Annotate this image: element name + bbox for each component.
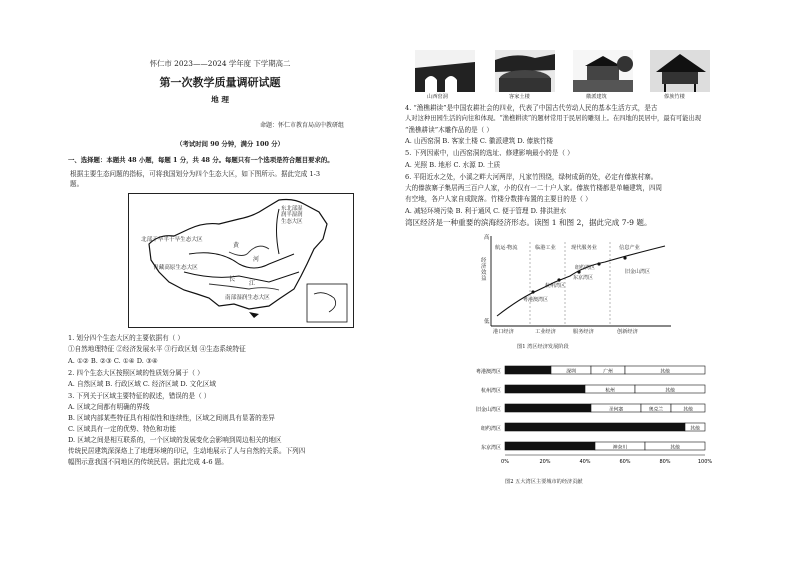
fig1-stage-label-4: 信息产业 <box>619 245 640 251</box>
fig2-tick-label: 100% <box>697 459 713 465</box>
fig1-point-hangzhou: 杭州湾区 <box>545 283 566 289</box>
q4-options: A. 山西窑洞 B. 客家土楼 C. 徽派建筑 D. 傣族竹楼 <box>405 137 554 145</box>
fig2-row-label: 东京湾区 <box>480 445 501 451</box>
region-label-northeast: 东北部湿润半湿润生态大区 <box>281 206 303 225</box>
section1-intro-1: 根据主要生态问题的指标，可将我国划分为四个生态大区，如下图所示。据此完成 1-3 <box>70 170 321 178</box>
school-line: 怀仁市 2023——2024 学年度 下学期高二 <box>149 59 291 68</box>
fig1-ylabel-high: 高 <box>484 235 490 241</box>
region-label-south: 南部湿润生态大区 <box>225 295 270 301</box>
q6-stem-3: 有空地，各户人家自成院落。竹楼分数排布置的主要目的是（ ） <box>405 195 592 203</box>
time-note: （考试时间 90 分钟，满分 100 分） <box>176 140 284 148</box>
q6-stem-2: 大的傣族寨子集居两三百户人家，小的仅有一二十户人家。傣族竹楼都是单幢建筑，四周 <box>405 184 663 192</box>
q3-option-b: B. 区域内部某些特征具有相似性和连续性，区域之间则具有显著的差异 <box>68 414 275 422</box>
fig2-row-label: 旧金山湾区 <box>475 407 501 413</box>
region-label-tibet: 青藏高原生态大区 <box>153 265 198 271</box>
fig2-bar-segment <box>505 442 595 450</box>
fig1-point-tokyo: 东京湾区 <box>573 275 594 281</box>
left-column <box>60 0 390 561</box>
right-column <box>405 0 740 561</box>
q2-stem: 2. 四个生态大区按照区域的性质划分属于（ ） <box>68 369 204 377</box>
river-char-4: 江 <box>249 280 256 287</box>
fig2-bay-contribution-chart <box>445 362 725 480</box>
section1-heading: 一、选择题：本题共 48 小题，每题 1 分，共 48 分。每题只有一个选项是符合题目要求的。 <box>68 156 334 164</box>
china-ecology-map <box>128 193 354 328</box>
fig1-stage-4: 创新经济 <box>617 329 638 335</box>
fig1-point-newyork: 纽约湾区 <box>575 265 596 271</box>
region-label-north: 北部干旱半干旱生态大区 <box>141 237 203 243</box>
fig2-svg <box>445 362 725 474</box>
fig1-ylabel: 经济效益 <box>481 258 487 282</box>
fig2-segment-label: 其他 <box>660 369 670 375</box>
material-intro-2: 幅图示意我国不同地区的传统民居。据此完成 4-6 题。 <box>68 458 228 466</box>
fig1-bay-stage-chart <box>475 232 675 342</box>
q3-option-c: C. 区域具有一定的优势、特色和功能 <box>68 425 176 433</box>
fig2-tick-label: 40% <box>579 459 591 465</box>
fig2-bar-segment <box>505 366 551 374</box>
subject-title: 地 理 <box>211 95 229 104</box>
photo-caption-4: 傣族竹楼 <box>664 94 685 100</box>
fig2-bar-segment <box>505 404 591 412</box>
photo-tulou <box>495 50 555 92</box>
q3-stem: 3. 下列关于区域主要特征的叙述，错误的是（ ） <box>68 392 211 400</box>
fig2-tick-label: 20% <box>539 459 551 465</box>
fig1-stage-label-1: 航运·物流 <box>495 245 518 251</box>
exam-title: 第一次教学质量调研试题 <box>159 76 281 89</box>
fig2-caption: 图2 五大湾区主要城市的经济贡献 <box>505 479 583 485</box>
fig2-row-label: 纽约湾区 <box>480 426 501 432</box>
river-char-3: 长 <box>229 276 236 283</box>
river-char-2: 河 <box>253 256 260 263</box>
q6-options: A. 减轻环境污染 B. 利于通风 C. 便于管理 D. 排洪泄水 <box>405 207 567 215</box>
q1-stem: 1. 划分四个生态大区的主要依据有（ ） <box>68 334 184 342</box>
fig2-segment-label: 圣何塞 <box>608 407 624 413</box>
fig2-segment-label: 深圳 <box>566 369 576 375</box>
q3-option-d: D. 区域之间是相互联系的，一个区域的发展变化会影响到周边相关的地区 <box>68 436 282 444</box>
photo-huipai <box>573 50 633 92</box>
fig2-segment-label: 其他 <box>665 388 675 394</box>
q2-options: A. 自然区域 B. 行政区域 C. 经济区域 D. 文化区域 <box>68 380 217 388</box>
photo-zhulou <box>650 50 710 92</box>
fig1-stage-2: 工业经济 <box>535 329 556 335</box>
fig2-row-label: 粤港澳湾区 <box>475 369 501 375</box>
fig2-segment-label: 神奈川 <box>612 445 628 451</box>
section1-intro-2: 题。 <box>70 180 84 188</box>
fig2-bar-segment <box>505 385 585 393</box>
fig1-point-guangdong: 粤港澳湾区 <box>523 297 549 303</box>
fig2-segment-label: 奥克兰 <box>648 407 664 413</box>
fig2-bar-segment <box>505 423 685 431</box>
material-bay-intro: 湾区经济是一种重要的滨海经济形态。读图 1 和图 2，据此完成 7-9 题。 <box>405 218 652 227</box>
author-line: 命题：怀仁市教育局高中教研组 <box>260 122 345 129</box>
material-intro-1: 传统民居建筑深深烙上了地理环境的印记，生动地展示了人与自然的关系。下列四 <box>68 447 306 455</box>
fig2-row-label: 杭州湾区 <box>480 388 501 394</box>
photo-caption-3: 徽派建筑 <box>586 94 607 100</box>
river-char-1: 黄 <box>233 242 240 249</box>
fig2-tick-label: 60% <box>619 459 631 465</box>
fig2-segment-label: 广州 <box>603 369 613 375</box>
fig1-stage-3: 服务经济 <box>573 329 594 335</box>
q4-stem-2: 人对这种田园生活的向往和体现。“渔樵耕读”的题材常用于民居的雕刻上。在四地的民居中，最有可能出现 <box>405 115 702 122</box>
fig2-tick-label: 0% <box>501 459 509 465</box>
fig1-point-sanfrancisco: 旧金山湾区 <box>625 269 651 275</box>
fig1-stage-1: 港口经济 <box>493 329 514 335</box>
q5-stem: 5. 下列因素中，山西窑洞的选址、修建影响最小的是（ ） <box>405 149 574 157</box>
q1-options: A. ①② B. ②③ C. ①④ D. ③④ <box>68 357 158 365</box>
fig1-stage-label-2: 临港工业 <box>535 245 556 251</box>
fig2-segment-label: 其他 <box>683 407 693 413</box>
fig2-tick-label: 80% <box>659 459 671 465</box>
q1-items: ①自然地理特征 ②经济发展水平 ③行政区划 ④生态系统特征 <box>68 345 246 353</box>
fig1-ylabel-low: 低 <box>484 319 490 325</box>
q6-stem-1: 6. 平阳近水之处，小溪之畔大河两岸，凡家竹围绕，绿树成荫的处，必定有傣族村寨。 <box>405 173 658 181</box>
fig1-caption: 图1 湾区经济发展阶段 <box>517 344 569 350</box>
fig2-segment-label: 杭州 <box>605 388 615 394</box>
photo-caption-2: 客家土楼 <box>509 94 530 100</box>
q4-stem-1: 4. “渔樵耕读”是中国农耕社会的四业，代表了中国古代劳动人民的基本生活方式，是古 <box>405 104 658 112</box>
q3-option-a: A. 区域之间都有明确的界线 <box>68 403 150 411</box>
q4-stem-3: “渔樵耕读”木雕作品的是（ ） <box>405 126 493 134</box>
fig1-stage-label-3: 现代服务业 <box>571 245 597 251</box>
fig2-segment-label: 其他 <box>690 426 700 432</box>
photo-yaodong <box>415 50 475 92</box>
photo-caption-1: 山西窑洞 <box>427 94 448 100</box>
q5-options: A. 光照 B. 地形 C. 水源 D. 土质 <box>405 161 501 169</box>
fig2-segment-label: 其他 <box>670 445 680 451</box>
